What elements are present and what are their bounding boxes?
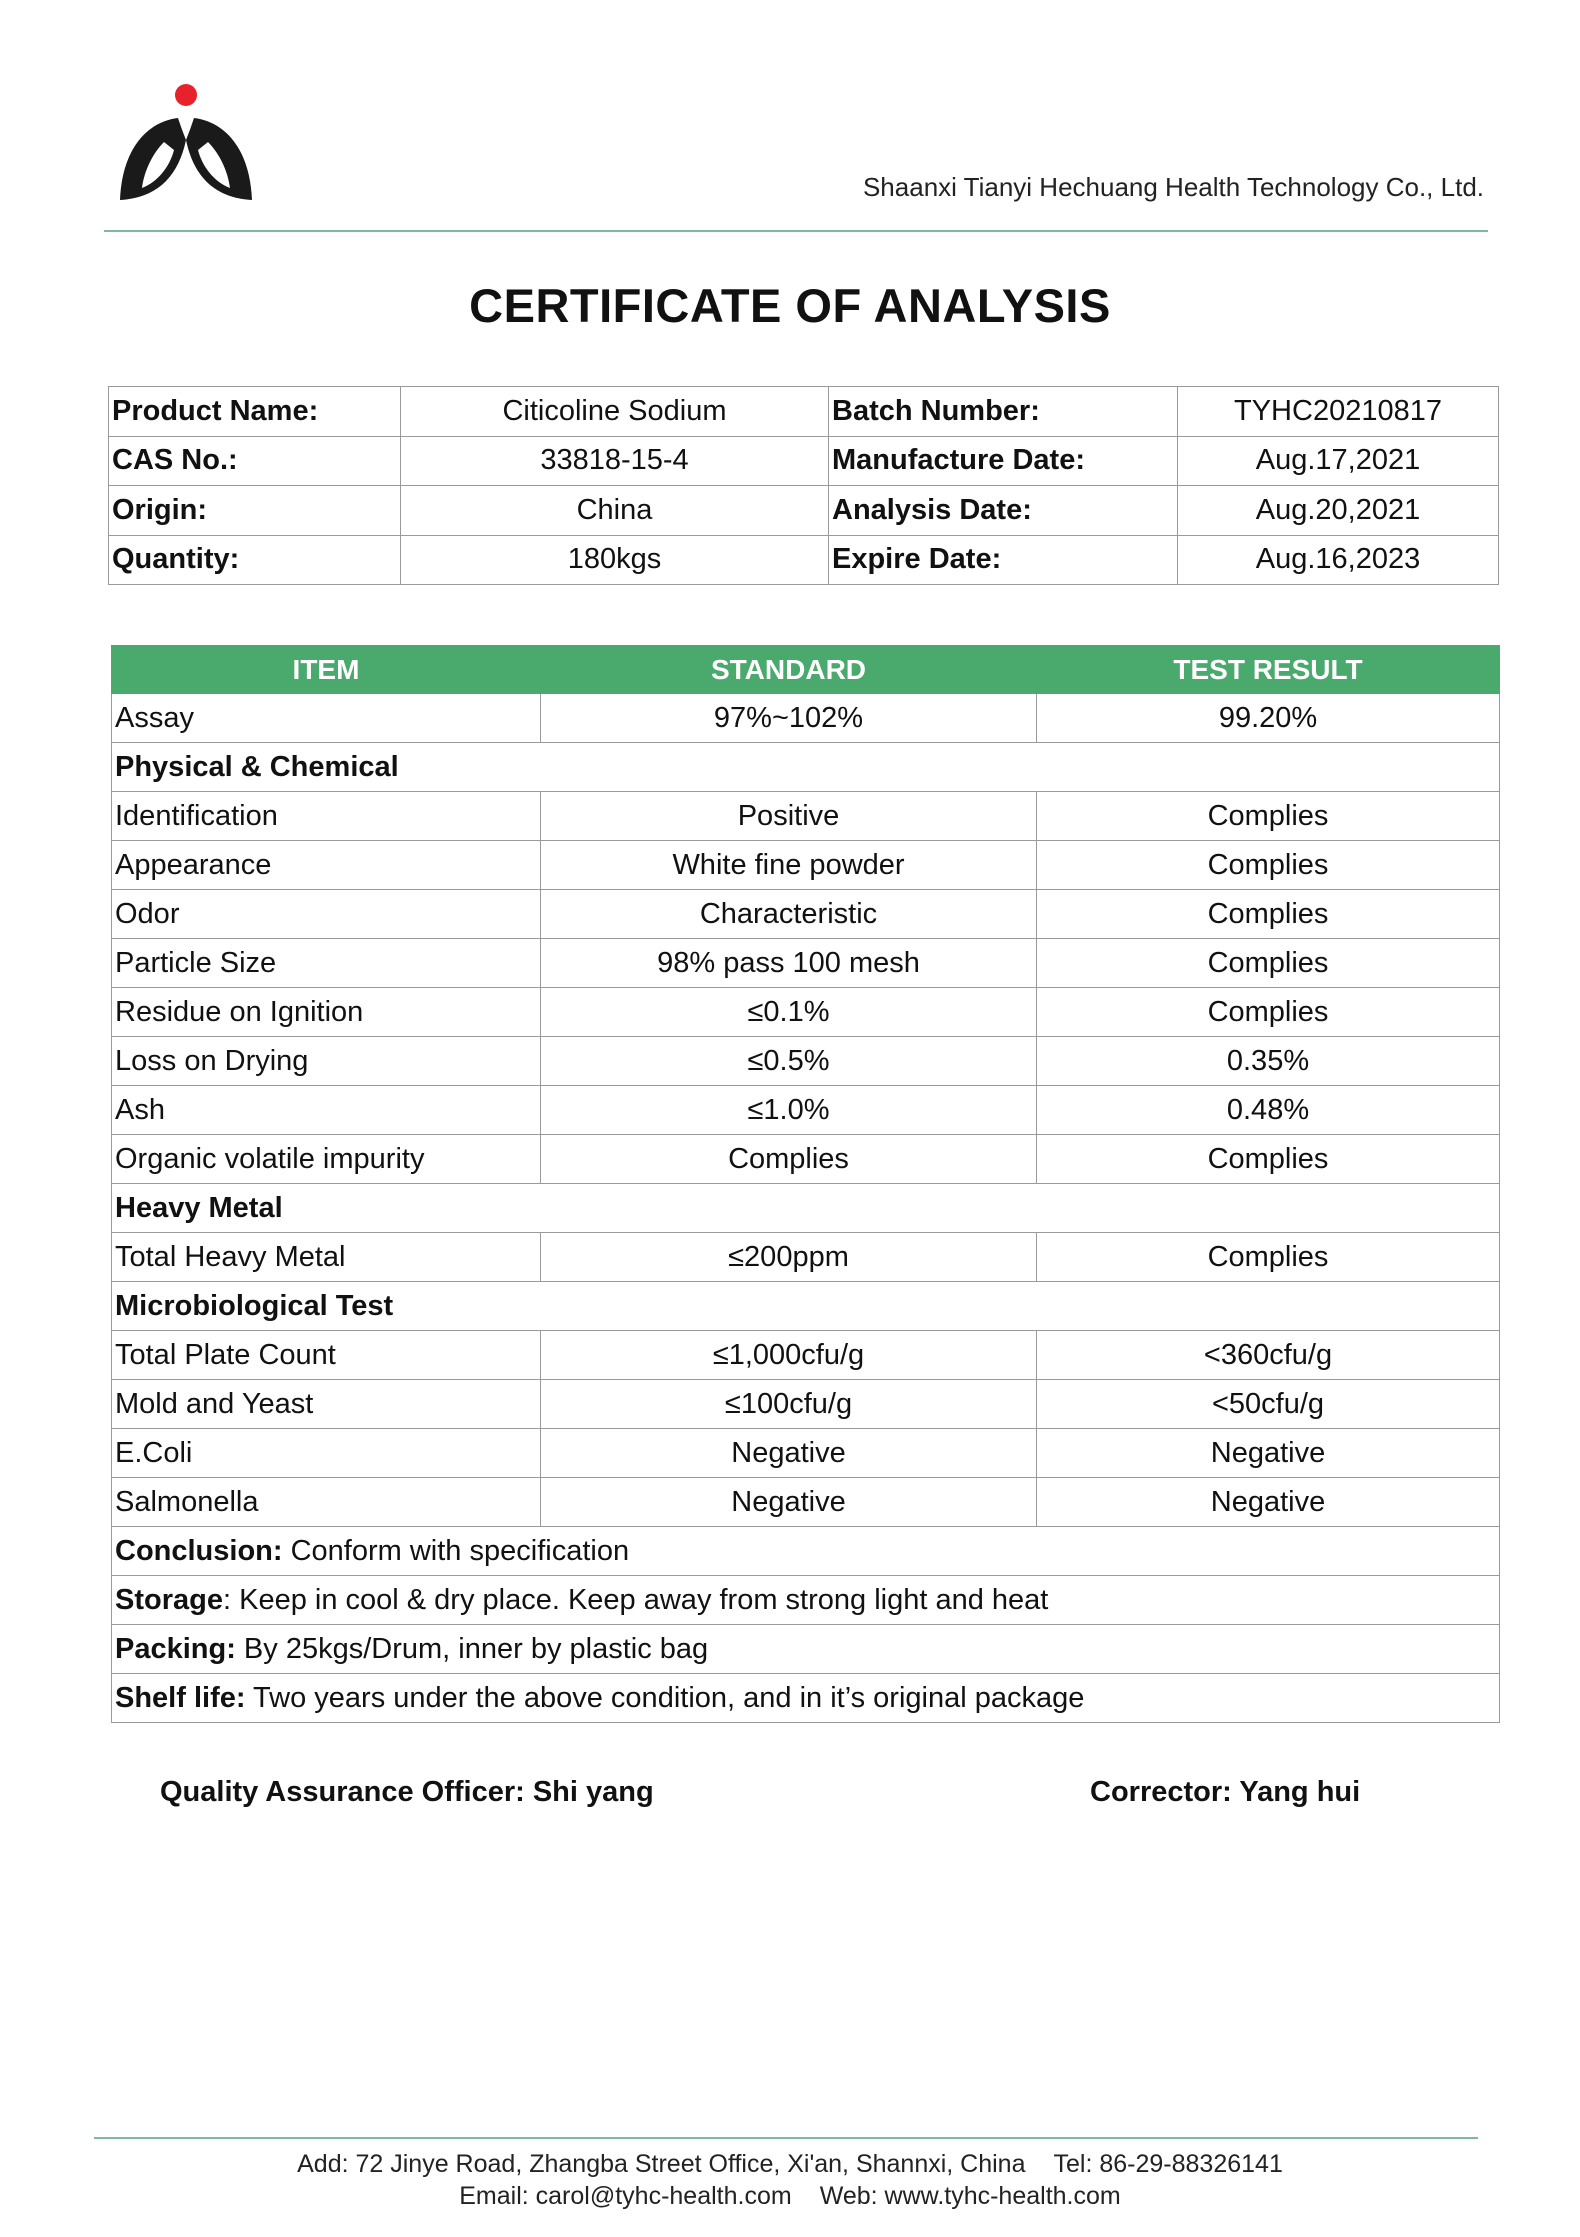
page-title: CERTIFICATE OF ANALYSIS	[469, 279, 1111, 332]
info-value: Aug.16,2023	[1178, 535, 1499, 585]
result-cell: Negative	[1037, 1478, 1500, 1527]
result-cell: Complies	[1037, 792, 1500, 841]
item-cell: Total Heavy Metal	[112, 1233, 541, 1282]
qa-officer-signature: Quality Assurance Officer: Shi yang	[160, 1776, 654, 1808]
spec-header-row	[112, 646, 1500, 694]
company-logo	[116, 80, 256, 205]
item-cell: Appearance	[112, 841, 541, 890]
table-row	[112, 792, 1500, 841]
info-value: 33818-15-4	[401, 436, 829, 486]
note-row	[112, 1527, 1500, 1576]
info-row	[109, 486, 1499, 536]
item-cell: Particle Size	[112, 939, 541, 988]
info-label: Product Name:	[109, 387, 401, 437]
item-cell: Loss on Drying	[112, 1037, 541, 1086]
note-row	[112, 1674, 1500, 1723]
item-cell: Salmonella	[112, 1478, 541, 1527]
standard-cell: 98% pass 100 mesh	[541, 939, 1037, 988]
note-label: Packing:	[115, 1632, 236, 1665]
section-row	[112, 1184, 1500, 1233]
footer-divider	[94, 2137, 1478, 2139]
standard-cell: 97%~102%	[541, 694, 1037, 743]
note-label: Storage	[115, 1583, 223, 1616]
note-text: : Keep in cool & dry place. Keep away from strong light and heat	[222, 1583, 1049, 1616]
note-cell	[112, 1625, 1500, 1674]
item-cell: Ash	[112, 1086, 541, 1135]
section-heading: Physical & Chemical	[112, 743, 1500, 792]
note-cell	[112, 1527, 1500, 1576]
corrector-signature: Corrector: Yang hui	[1090, 1776, 1361, 1808]
item-cell: E.Coli	[112, 1429, 541, 1478]
table-row	[112, 1135, 1500, 1184]
standard-cell: ≤1,000cfu/g	[541, 1331, 1037, 1380]
table-row	[112, 841, 1500, 890]
info-label: Batch Number:	[829, 387, 1178, 437]
footer-email: Email: carol@tyhc-health.com	[459, 2182, 792, 2210]
item-cell: Identification	[112, 792, 541, 841]
info-label: Origin:	[109, 486, 401, 536]
note-row	[112, 1576, 1500, 1625]
section-row	[112, 743, 1500, 792]
logo-right-leaf	[186, 118, 252, 200]
info-label: Expire Date:	[829, 535, 1178, 585]
item-cell: Residue on Ignition	[112, 988, 541, 1037]
standard-cell: White fine powder	[541, 841, 1037, 890]
info-label: CAS No.:	[109, 436, 401, 486]
standard-cell: Negative	[541, 1429, 1037, 1478]
standard-cell: ≤1.0%	[541, 1086, 1037, 1135]
product-info-table	[108, 386, 1499, 585]
standard-cell: Characteristic	[541, 890, 1037, 939]
standard-cell: Positive	[541, 792, 1037, 841]
info-row	[109, 387, 1499, 437]
info-row	[109, 436, 1499, 486]
section-row	[112, 1282, 1500, 1331]
item-cell: Mold and Yeast	[112, 1380, 541, 1429]
item-cell: Total Plate Count	[112, 1331, 541, 1380]
info-label: Quantity:	[109, 535, 401, 585]
table-row	[112, 1380, 1500, 1429]
table-row	[112, 1086, 1500, 1135]
company-name: Shaanxi Tianyi Hechuang Health Technology Co., Ltd.	[862, 172, 1484, 202]
note-text: Two years under the above condition, and in it’s original package	[245, 1681, 1085, 1714]
standard-cell: ≤100cfu/g	[541, 1380, 1037, 1429]
standard-cell: ≤200ppm	[541, 1233, 1037, 1282]
table-row	[112, 1233, 1500, 1282]
result-cell: Complies	[1037, 841, 1500, 890]
info-value: Aug.17,2021	[1178, 436, 1499, 486]
result-cell: <50cfu/g	[1037, 1380, 1500, 1429]
note-label: Shelf life:	[115, 1681, 246, 1714]
result-cell: Complies	[1037, 890, 1500, 939]
note-row	[112, 1625, 1500, 1674]
table-row	[112, 694, 1500, 743]
item-cell: Odor	[112, 890, 541, 939]
table-row	[112, 1331, 1500, 1380]
info-label: Manufacture Date:	[829, 436, 1178, 486]
result-cell: <360cfu/g	[1037, 1331, 1500, 1380]
header-standard: STANDARD	[541, 646, 1037, 694]
standard-cell: ≤0.1%	[541, 988, 1037, 1037]
standard-cell: Negative	[541, 1478, 1037, 1527]
item-cell: Assay	[112, 694, 541, 743]
logo-red-dot	[175, 84, 197, 106]
result-cell: Negative	[1037, 1429, 1500, 1478]
section-heading: Heavy Metal	[112, 1184, 1500, 1233]
item-cell: Organic volatile impurity	[112, 1135, 541, 1184]
note-text: Conform with specification	[282, 1534, 630, 1567]
footer-line-2	[0, 2182, 1580, 2211]
info-value: China	[401, 486, 829, 536]
info-label: Analysis Date:	[829, 486, 1178, 536]
result-cell: Complies	[1037, 1233, 1500, 1282]
info-value: TYHC20210817	[1178, 387, 1499, 437]
info-row	[109, 535, 1499, 585]
info-value: Citicoline Sodium	[401, 387, 829, 437]
result-cell: 0.48%	[1037, 1086, 1500, 1135]
header-item: ITEM	[112, 646, 541, 694]
result-cell: 0.35%	[1037, 1037, 1500, 1086]
footer-address: Add: 72 Jinye Road, Zhangba Street Office, Xi'an, Shannxi, China	[297, 2150, 1026, 2178]
note-text: By 25kgs/Drum, inner by plastic bag	[235, 1632, 709, 1665]
result-cell: Complies	[1037, 939, 1500, 988]
result-cell: Complies	[1037, 988, 1500, 1037]
table-row	[112, 1037, 1500, 1086]
note-label: Conclusion:	[115, 1534, 283, 1567]
result-cell: Complies	[1037, 1135, 1500, 1184]
table-row	[112, 988, 1500, 1037]
logo-left-leaf	[120, 118, 186, 200]
footer-tel: Tel: 86-29-88326141	[1053, 2150, 1283, 2178]
info-value: Aug.20,2021	[1178, 486, 1499, 536]
table-row	[112, 1478, 1500, 1527]
standard-cell: Complies	[541, 1135, 1037, 1184]
footer-web: Web: www.tyhc-health.com	[819, 2182, 1121, 2210]
table-row	[112, 939, 1500, 988]
info-value: 180kgs	[401, 535, 829, 585]
result-cell: 99.20%	[1037, 694, 1500, 743]
standard-cell: ≤0.5%	[541, 1037, 1037, 1086]
specification-table	[111, 645, 1500, 1723]
footer-line-1	[0, 2150, 1580, 2179]
table-row	[112, 890, 1500, 939]
header-test-result: TEST RESULT	[1037, 646, 1500, 694]
note-cell	[112, 1674, 1500, 1723]
section-heading: Microbiological Test	[112, 1282, 1500, 1331]
note-cell	[112, 1576, 1500, 1625]
header-divider	[104, 230, 1488, 232]
table-row	[112, 1429, 1500, 1478]
